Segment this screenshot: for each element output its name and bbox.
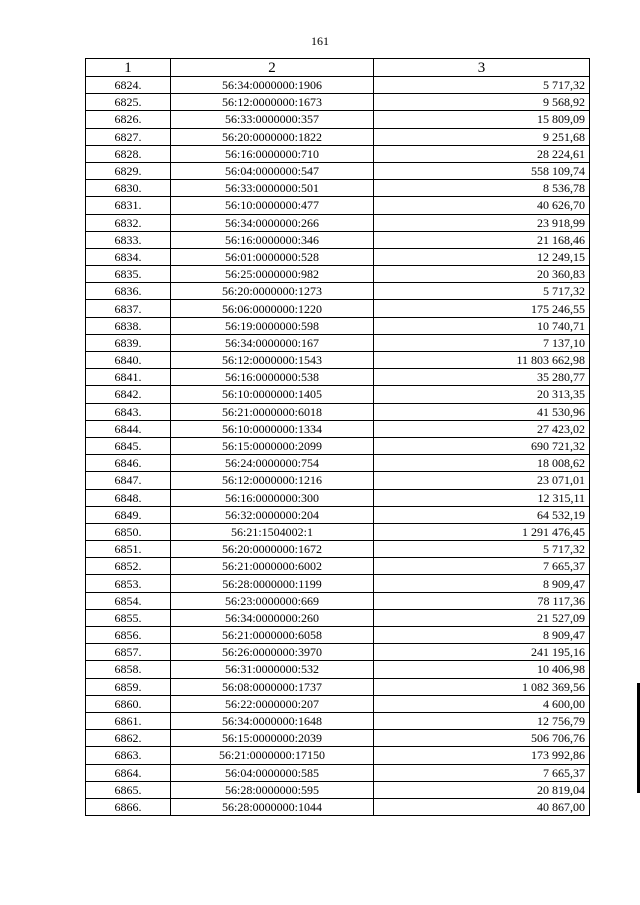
- table-row: [86, 214, 590, 231]
- row-number: 6864.: [86, 764, 171, 781]
- row-number: 6850.: [86, 523, 171, 540]
- row-number: 6855.: [86, 609, 171, 626]
- page-number: 161: [311, 34, 329, 48]
- value-cell: 1 082 369,56: [374, 678, 590, 695]
- cadastral-number: 56:19:0000000:598: [171, 317, 374, 334]
- cadastral-number: 56:34:0000000:260: [171, 609, 374, 626]
- table-row: [86, 506, 590, 523]
- cadastral-number: 56:28:0000000:595: [171, 781, 374, 798]
- value-cell: 23 071,01: [374, 472, 590, 489]
- table-row: [86, 369, 590, 386]
- cadastral-number: 56:21:0000000:6002: [171, 558, 374, 575]
- row-number: 6854.: [86, 592, 171, 609]
- cadastral-number: 56:24:0000000:754: [171, 455, 374, 472]
- value-cell: 78 117,36: [374, 592, 590, 609]
- table-row: [86, 747, 590, 764]
- table-row: [86, 455, 590, 472]
- value-cell: 12 249,15: [374, 248, 590, 265]
- column-header-2: 2: [171, 59, 374, 77]
- cadastral-number: 56:16:0000000:346: [171, 231, 374, 248]
- table-row: [86, 489, 590, 506]
- cadastral-number: 56:21:0000000:6018: [171, 403, 374, 420]
- value-cell: 12 315,11: [374, 489, 590, 506]
- cadastral-number: 56:21:0000000:17150: [171, 747, 374, 764]
- table-row: [86, 609, 590, 626]
- cadastral-number: 56:06:0000000:1220: [171, 300, 374, 317]
- cadastral-number: 56:25:0000000:982: [171, 266, 374, 283]
- row-number: 6857.: [86, 644, 171, 661]
- table-row: [86, 231, 590, 248]
- row-number: 6860.: [86, 695, 171, 712]
- table-row: [86, 592, 590, 609]
- cadastral-number: 56:26:0000000:3970: [171, 644, 374, 661]
- value-cell: 10 406,98: [374, 661, 590, 678]
- cadastral-number: 56:12:0000000:1543: [171, 352, 374, 369]
- table-row: [86, 781, 590, 798]
- table-row: [86, 678, 590, 695]
- cadastral-number: 56:28:0000000:1199: [171, 575, 374, 592]
- table-row: [86, 523, 590, 540]
- table-row: [86, 661, 590, 678]
- value-cell: 173 992,86: [374, 747, 590, 764]
- value-cell: 40 867,00: [374, 798, 590, 815]
- value-cell: 28 224,61: [374, 145, 590, 162]
- table-row: [86, 248, 590, 265]
- table-row: [86, 283, 590, 300]
- cadastral-number: 56:34:0000000:167: [171, 334, 374, 351]
- value-cell: 35 280,77: [374, 369, 590, 386]
- table-row: [86, 695, 590, 712]
- row-number: 6845.: [86, 437, 171, 454]
- value-cell: 20 819,04: [374, 781, 590, 798]
- value-cell: 8 909,47: [374, 575, 590, 592]
- row-number: 6842.: [86, 386, 171, 403]
- cadastral-number: 56:01:0000000:528: [171, 248, 374, 265]
- table-row: [86, 575, 590, 592]
- table-row: [86, 627, 590, 644]
- row-number: 6849.: [86, 506, 171, 523]
- row-number: 6861.: [86, 712, 171, 729]
- value-cell: 7 665,37: [374, 764, 590, 781]
- table-row: [86, 558, 590, 575]
- row-number: 6841.: [86, 369, 171, 386]
- cadastral-number: 56:21:0000000:6058: [171, 627, 374, 644]
- table-row: [86, 420, 590, 437]
- cadastral-number: 56:33:0000000:501: [171, 180, 374, 197]
- table-row: [86, 300, 590, 317]
- value-cell: 5 717,32: [374, 541, 590, 558]
- table-header-row: [86, 59, 590, 77]
- cadastral-number: 56:15:0000000:2099: [171, 437, 374, 454]
- cadastral-number: 56:20:0000000:1273: [171, 283, 374, 300]
- cadastral-number: 56:16:0000000:300: [171, 489, 374, 506]
- value-cell: 9 568,92: [374, 94, 590, 111]
- cadastral-number: 56:34:0000000:266: [171, 214, 374, 231]
- row-number: 6825.: [86, 94, 171, 111]
- value-cell: 7 137,10: [374, 334, 590, 351]
- row-number: 6831.: [86, 197, 171, 214]
- value-cell: 506 706,76: [374, 730, 590, 747]
- table-row: [86, 197, 590, 214]
- value-cell: 690 721,32: [374, 437, 590, 454]
- cadastral-number: 56:10:0000000:1405: [171, 386, 374, 403]
- cadastral-number: 56:28:0000000:1044: [171, 798, 374, 815]
- cadastral-number: 56:31:0000000:532: [171, 661, 374, 678]
- cadastral-number: 56:15:0000000:2039: [171, 730, 374, 747]
- table-row: [86, 386, 590, 403]
- cadastral-number: 56:12:0000000:1673: [171, 94, 374, 111]
- cadastral-number: 56:10:0000000:1334: [171, 420, 374, 437]
- cadastral-number: 56:08:0000000:1737: [171, 678, 374, 695]
- column-header-1: 1: [86, 59, 171, 77]
- row-number: 6847.: [86, 472, 171, 489]
- value-cell: 5 717,32: [374, 77, 590, 94]
- row-number: 6833.: [86, 231, 171, 248]
- table-row: [86, 764, 590, 781]
- table-row: [86, 180, 590, 197]
- cadastral-number: 56:22:0000000:207: [171, 695, 374, 712]
- row-number: 6844.: [86, 420, 171, 437]
- row-number: 6848.: [86, 489, 171, 506]
- row-number: 6862.: [86, 730, 171, 747]
- value-cell: 8 909,47: [374, 627, 590, 644]
- value-cell: 21 168,46: [374, 231, 590, 248]
- row-number: 6866.: [86, 798, 171, 815]
- value-cell: 11 803 662,98: [374, 352, 590, 369]
- table-row: [86, 712, 590, 729]
- cadastral-number: 56:16:0000000:538: [171, 369, 374, 386]
- row-number: 6853.: [86, 575, 171, 592]
- row-number: 6858.: [86, 661, 171, 678]
- cadastral-number: 56:21:1504002:1: [171, 523, 374, 540]
- cadastral-number: 56:04:0000000:585: [171, 764, 374, 781]
- row-number: 6863.: [86, 747, 171, 764]
- row-number: 6843.: [86, 403, 171, 420]
- table-row: [86, 472, 590, 489]
- value-cell: 9 251,68: [374, 128, 590, 145]
- table-row: [86, 128, 590, 145]
- row-number: 6835.: [86, 266, 171, 283]
- value-cell: 15 809,09: [374, 111, 590, 128]
- cadastral-table: [85, 58, 590, 816]
- table-row: [86, 730, 590, 747]
- table-row: [86, 94, 590, 111]
- row-number: 6839.: [86, 334, 171, 351]
- column-header-3: 3: [374, 59, 590, 77]
- value-cell: 10 740,71: [374, 317, 590, 334]
- value-cell: 21 527,09: [374, 609, 590, 626]
- row-number: 6834.: [86, 248, 171, 265]
- value-cell: 41 530,96: [374, 403, 590, 420]
- table-row: [86, 162, 590, 179]
- table-row: [86, 403, 590, 420]
- value-cell: 18 008,62: [374, 455, 590, 472]
- cadastral-number: 56:20:0000000:1822: [171, 128, 374, 145]
- value-cell: 4 600,00: [374, 695, 590, 712]
- row-number: 6837.: [86, 300, 171, 317]
- value-cell: 23 918,99: [374, 214, 590, 231]
- value-cell: 12 756,79: [374, 712, 590, 729]
- cadastral-number: 56:34:0000000:1906: [171, 77, 374, 94]
- row-number: 6852.: [86, 558, 171, 575]
- cadastral-number: 56:10:0000000:477: [171, 197, 374, 214]
- table-row: [86, 317, 590, 334]
- row-number: 6838.: [86, 317, 171, 334]
- cadastral-number: 56:32:0000000:204: [171, 506, 374, 523]
- table-row: [86, 644, 590, 661]
- cadastral-number: 56:04:0000000:547: [171, 162, 374, 179]
- row-number: 6832.: [86, 214, 171, 231]
- row-number: 6846.: [86, 455, 171, 472]
- value-cell: 241 195,16: [374, 644, 590, 661]
- row-number: 6865.: [86, 781, 171, 798]
- row-number: 6856.: [86, 627, 171, 644]
- row-number: 6827.: [86, 128, 171, 145]
- table-body: [86, 77, 590, 816]
- row-number: 6828.: [86, 145, 171, 162]
- cadastral-number: 56:34:0000000:1648: [171, 712, 374, 729]
- row-number: 6830.: [86, 180, 171, 197]
- cadastral-number: 56:12:0000000:1216: [171, 472, 374, 489]
- row-number: 6829.: [86, 162, 171, 179]
- table-row: [86, 111, 590, 128]
- table-row: [86, 437, 590, 454]
- row-number: 6826.: [86, 111, 171, 128]
- value-cell: 558 109,74: [374, 162, 590, 179]
- value-cell: 7 665,37: [374, 558, 590, 575]
- row-number: 6851.: [86, 541, 171, 558]
- table-row: [86, 541, 590, 558]
- row-number: 6859.: [86, 678, 171, 695]
- table-row: [86, 266, 590, 283]
- cadastral-number: 56:20:0000000:1672: [171, 541, 374, 558]
- cadastral-number: 56:16:0000000:710: [171, 145, 374, 162]
- value-cell: 175 246,55: [374, 300, 590, 317]
- value-cell: 27 423,02: [374, 420, 590, 437]
- value-cell: 5 717,32: [374, 283, 590, 300]
- row-number: 6824.: [86, 77, 171, 94]
- value-cell: 20 360,83: [374, 266, 590, 283]
- value-cell: 1 291 476,45: [374, 523, 590, 540]
- row-number: 6836.: [86, 283, 171, 300]
- value-cell: 40 626,70: [374, 197, 590, 214]
- table-row: [86, 798, 590, 815]
- value-cell: 20 313,35: [374, 386, 590, 403]
- table-row: [86, 352, 590, 369]
- table-row: [86, 145, 590, 162]
- value-cell: 64 532,19: [374, 506, 590, 523]
- row-number: 6840.: [86, 352, 171, 369]
- cadastral-number: 56:33:0000000:357: [171, 111, 374, 128]
- cadastral-number: 56:23:0000000:669: [171, 592, 374, 609]
- table-row: [86, 334, 590, 351]
- value-cell: 8 536,78: [374, 180, 590, 197]
- table-row: [86, 77, 590, 94]
